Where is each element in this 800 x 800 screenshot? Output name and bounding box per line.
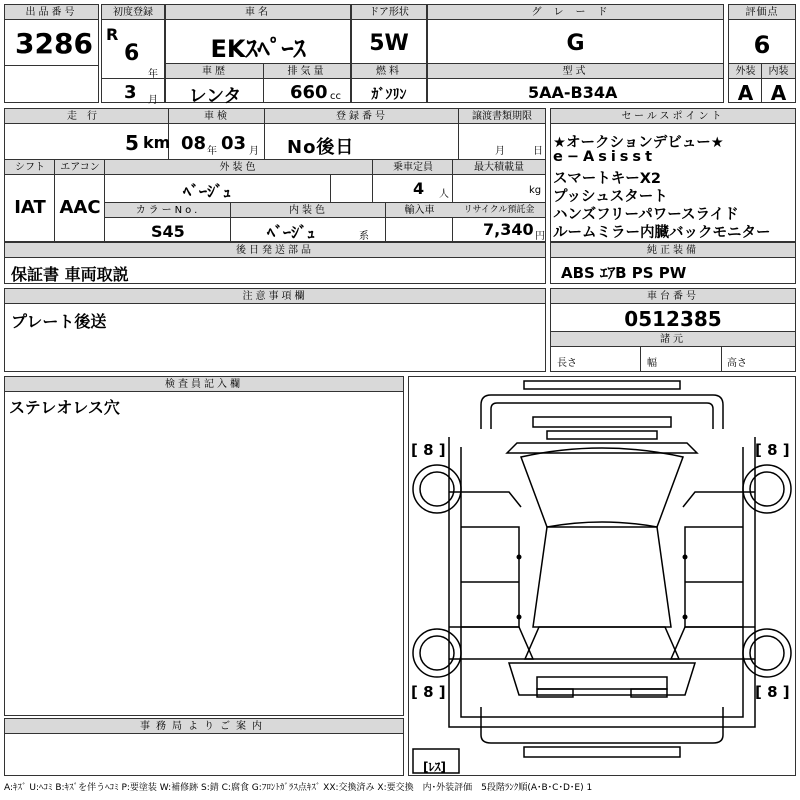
plate-number: No後日 [287,137,355,158]
lot-box [4,4,99,103]
sales-point-5: ハンズフリーパワースライド [553,207,739,223]
maxload-label: 最大積載量 [453,160,545,175]
fuel-label: 燃料 [352,64,426,79]
score-label: 評価点 [729,5,795,20]
mileage-label: 走行 [5,109,169,124]
sales-points-box [550,108,796,242]
recycle-label: リサイクル預託金 [453,203,545,218]
inspection-month-unit: 月 [249,146,259,157]
model-label: 車名 [166,5,350,20]
era: R [106,25,119,44]
chassis-box [550,288,796,372]
equipment-value: ABS ｴｱB PS PW [561,264,687,282]
length-label: 長さ [557,358,577,369]
tag-rear-left: [ 8 ] [411,683,446,701]
inspection-month: 03 [221,133,247,154]
score-box [728,4,796,103]
notes-value: プレート後送 [11,312,107,331]
inspector-label: 検査員記入欄 [5,377,403,392]
later-parts-label: 後日発送部品 [5,243,545,258]
exterior-label: 外装 [729,64,762,79]
tag-front-right: [ 8 ] [755,441,790,459]
fuel: ｶﾞｿﾘﾝ [371,87,407,103]
int-color-label: 内装色 [231,203,386,218]
maxload-unit: kg [529,185,542,196]
ac-label: エアコン [55,160,105,175]
inspection-year: 08 [181,133,207,154]
car-outline-svg [409,377,795,775]
equipment-label: 純正装備 [551,243,795,258]
capacity-unit: 人 [439,189,449,200]
footer-legend: A:ｷｽﾞ U:ﾍｺﾐ B:ｷｽﾞを伴うﾍｺﾐ P:要塗装 W:補修跡 S:錆 C:腐食 G:ﾌﾛﾝﾄｶﾞﾗｽ点ｷｽﾞ XX:交換済み X:要交換 内･外装評価 5段階ﾗﾝｸ順(A･B･C･D･E) 1 [4,783,593,793]
displacement-unit: cc [330,91,341,102]
import-label: 輸入車 [386,203,453,218]
transfer-day-unit: 日 [533,146,543,157]
spare-tag: [ﾚｽ] [423,760,446,774]
type: 5AA-B34A [528,83,618,102]
interior-color: ﾍﾞｰｼﾞｭ [267,223,316,242]
month-unit: 月 [148,95,158,106]
interior-label: 内装 [762,64,795,79]
doors-label: ドア形状 [352,5,426,20]
interior-grade: A [770,81,787,105]
capacity-label: 乗車定員 [373,160,453,175]
history: レンタ [188,86,242,107]
sales-point-6: ルームミラー内臓バックモニター [553,225,771,241]
car-diagram [408,376,796,776]
color-label: 外装色 [105,160,373,175]
ac: AAC [59,197,101,218]
recycle-unit: 円 [535,231,545,242]
inspector-box [4,376,404,716]
sales-points-label: セールスポイント [551,109,795,124]
history-label: 車歴 [166,64,264,79]
type-label: 型式 [428,64,723,79]
reg-month: 3 [124,82,137,103]
transfer-month-unit: 月 [495,146,505,157]
later-parts-box [4,242,546,284]
sales-point-4: プッシュスタート [553,189,668,205]
capacity: 4 [413,179,425,198]
score: 6 [753,31,771,59]
first-reg-box [101,4,165,106]
chassis-label: 車台番号 [551,289,795,304]
tag-front-left: [ 8 ] [411,441,446,459]
doors: 5W [369,31,409,56]
sales-point-1: ★オークションデビュー★ [553,135,724,151]
sales-point-2: e−Asisst [553,149,656,165]
shift: IAT [14,197,46,218]
mileage: 5 [125,131,139,155]
int-color-unit: 系 [359,231,369,242]
first-reg-label: 初度登録 [102,5,164,20]
office-label: 事務局よりご案内 [5,719,403,734]
doors-box [351,4,427,103]
reg-year: 6 [124,41,140,66]
model-box [165,4,351,107]
inspector-value: ステレオレス穴 [9,398,120,417]
recycle-fee: 7,340 [483,220,534,239]
colorno-label: カラーNo. [105,203,231,218]
exterior-color: ﾍﾞｰｼﾞｭ [183,182,232,201]
colorno: S45 [151,222,185,241]
displacement: 660 [290,82,328,103]
exterior-grade: A [737,81,754,105]
tag-rear-right: [ 8 ] [755,683,790,701]
grade: G [566,31,585,56]
notes-label: 注意事項欄 [5,289,545,304]
spec-block [4,108,546,242]
inspection-year-unit: 年 [207,146,217,157]
sales-point-3: スマートキーX2 [553,171,661,187]
plate-label: 登録番号 [265,109,459,124]
office-box [4,718,404,776]
width-label: 幅 [647,358,657,369]
notes-box [4,288,546,372]
shift-label: シフト [5,160,55,175]
year-unit: 年 [148,69,158,80]
lot-label: 出品番号 [5,5,98,20]
lot-number: 3286 [15,27,93,60]
dims-label: 諸元 [551,332,795,347]
displacement-label: 排気量 [264,64,350,79]
inspection-label: 車検 [169,109,265,124]
equipment-box [550,242,796,284]
chassis-number: 0512385 [624,307,722,331]
transfer-label: 譲渡書類期限 [459,109,545,124]
model-name: EKｽﾍﾟｰｽ [210,35,306,63]
mileage-unit: km [143,133,171,152]
height-label: 高さ [727,358,747,369]
grade-label: グレード [428,5,723,20]
later-parts-value: 保証書 車両取説 [11,265,129,284]
grade-box [427,4,724,103]
